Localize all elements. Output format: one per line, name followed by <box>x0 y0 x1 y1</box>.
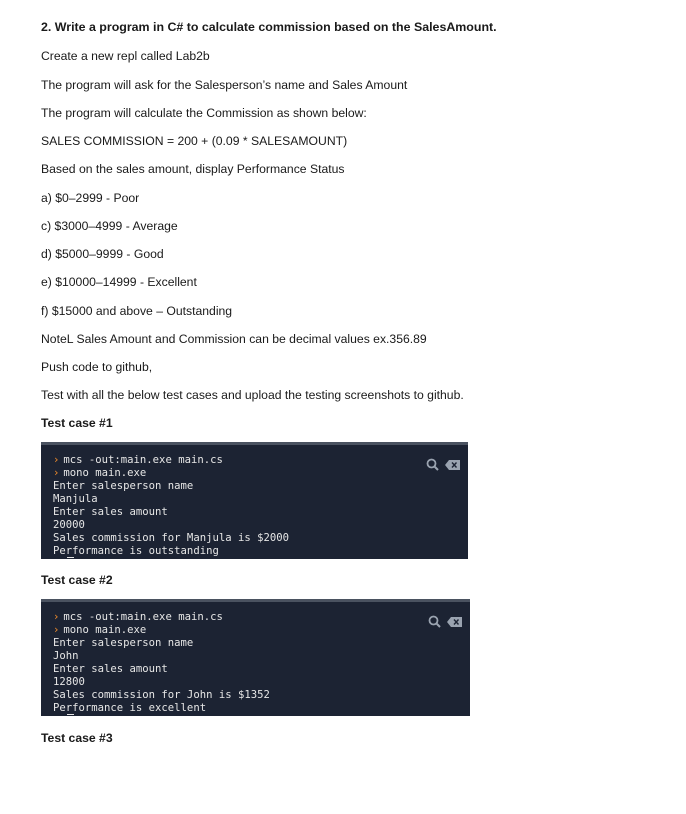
terminal-output: Sales commission for John is $1352 <box>53 689 270 701</box>
terminal-output: Enter sales amount <box>53 663 168 675</box>
terminal-command: mcs -out:main.exe main.cs <box>63 611 223 623</box>
terminal-toolbar <box>426 458 460 471</box>
prompt-chevron-icon: › <box>53 467 60 479</box>
status-list-item: e) $10000–14999 - Excellent <box>41 275 197 289</box>
terminal-output: Performance is outstanding <box>53 545 219 557</box>
test-case-1-label: Test case #1 <box>41 416 113 430</box>
terminal-screenshot-2 <box>41 599 470 716</box>
test-case-3-label: Test case #3 <box>41 731 113 745</box>
status-list-item: f) $15000 and above – Outstanding <box>41 304 233 318</box>
terminal-output: Manjula <box>53 493 98 505</box>
search-icon <box>428 615 441 628</box>
search-icon <box>426 458 439 471</box>
status-list-item: d) $5000–9999 - Good <box>41 247 164 261</box>
terminal-output: 12800 <box>53 676 85 688</box>
terminal-screenshot-1 <box>41 442 468 559</box>
paragraph: The program will calculate the Commission as shown below: <box>41 106 367 120</box>
clear-icon <box>445 460 460 470</box>
prompt-chevron-icon: › <box>53 611 60 623</box>
terminal-command: mono main.exe <box>63 624 147 636</box>
paragraph: Based on the sales amount, display Performance Status <box>41 162 345 176</box>
commission-formula: SALES COMMISSION = 200 + (0.09 * SALESAMOUNT) <box>41 134 348 148</box>
terminal-output: Enter sales amount <box>53 506 168 518</box>
paragraph: Create a new repl called Lab2b <box>41 49 210 63</box>
terminal-cursor <box>67 557 74 559</box>
status-list-item: c) $3000–4999 - Average <box>41 219 178 233</box>
paragraph: Test with all the below test cases and upload the testing screenshots to github. <box>41 388 464 402</box>
terminal-output: 20000 <box>53 519 85 531</box>
terminal-cursor <box>67 714 74 716</box>
terminal-output: Performance is excellent <box>53 702 207 714</box>
test-case-2-label: Test case #2 <box>41 573 113 587</box>
terminal-command: mono main.exe <box>63 467 147 479</box>
status-list-item: a) $0–2999 - Poor <box>41 191 140 205</box>
clear-icon <box>447 617 462 627</box>
prompt-chevron-icon: › <box>53 454 60 466</box>
terminal-command: mcs -out:main.exe main.cs <box>63 454 223 466</box>
question-heading: 2. Write a program in C# to calculate commission based on the SalesAmount. <box>41 20 497 34</box>
terminal-output: Sales commission for Manjula is $2000 <box>53 532 289 544</box>
terminal-output: Enter salesperson name <box>53 480 194 492</box>
note-paragraph: NoteL Sales Amount and Commission can be decimal values ex.356.89 <box>41 332 427 346</box>
paragraph: The program will ask for the Salesperson’s name and Sales Amount <box>41 78 408 92</box>
prompt-chevron-icon: › <box>53 624 60 636</box>
terminal-output: John <box>53 650 79 662</box>
terminal-output: Enter salesperson name <box>53 637 194 649</box>
terminal-toolbar <box>428 615 462 628</box>
paragraph: Push code to github, <box>41 360 153 374</box>
